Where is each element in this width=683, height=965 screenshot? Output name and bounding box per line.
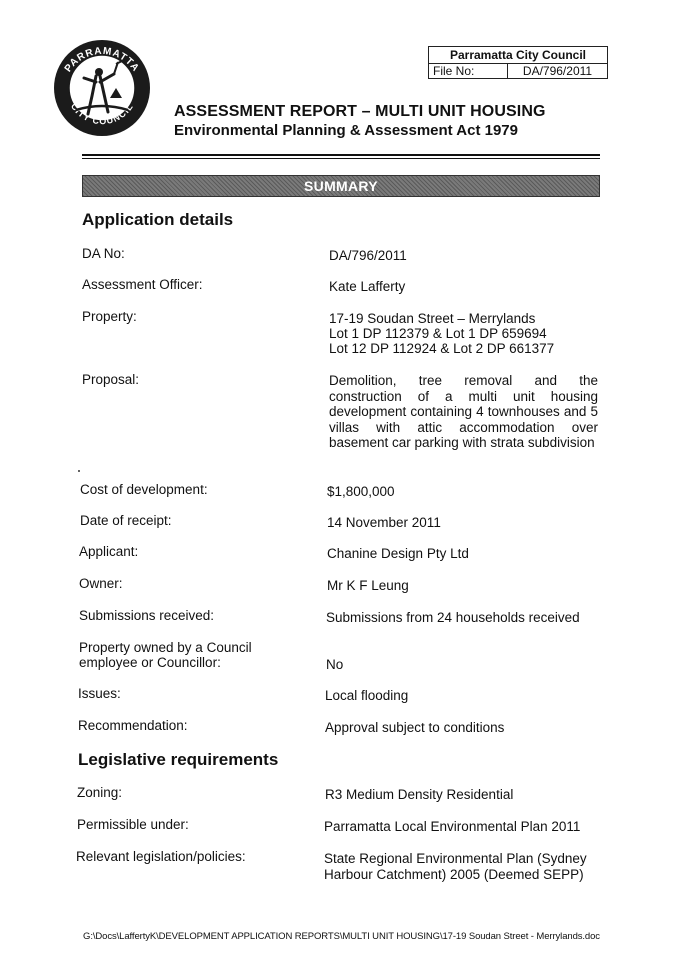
owner-value: Mr K F Leung <box>327 578 409 593</box>
cost-label: Cost of development: <box>80 482 208 497</box>
recommendation-value: Approval subject to conditions <box>325 720 505 735</box>
permissible-under-label: Permissible under: <box>77 817 189 832</box>
da-no-label: DA No: <box>82 246 125 261</box>
file-no-label: File No: <box>429 64 508 78</box>
summary-banner <box>82 175 600 197</box>
council-name: Parramatta City Council <box>429 47 607 64</box>
zoning-label: Zoning: <box>77 785 123 800</box>
assessment-officer-value: Kate Lafferty <box>329 279 406 294</box>
svg-text:CITY COUNCIL: CITY COUNCIL <box>68 101 136 127</box>
council-owned-value: No <box>326 657 344 672</box>
assessment-officer-label: Assessment Officer: <box>82 277 203 292</box>
da-no-value: DA/796/2011 <box>329 248 407 263</box>
issues-value: Local flooding <box>325 688 409 703</box>
relevant-legislation-value: State Regional Environmental Plan (Sydney Harbour Catchment) 2005 (Deemed SEPP) <box>324 851 587 882</box>
file-reference-box <box>428 46 608 79</box>
submissions-label: Submissions received: <box>79 608 215 623</box>
stray-mark <box>78 470 80 472</box>
date-of-receipt-label: Date of receipt: <box>80 513 172 528</box>
property-label: Property: <box>82 309 137 324</box>
relevant-legislation-label: Relevant legislation/policies: <box>76 849 246 864</box>
heading-divider <box>82 154 600 156</box>
proposal-label: Proposal: <box>82 372 140 387</box>
report-subtitle: Environmental Planning & Assessment Act 1979 <box>174 122 518 139</box>
recommendation-label: Recommendation: <box>78 718 188 733</box>
summary-label: SUMMARY <box>304 178 378 194</box>
issues-label: Issues: <box>78 686 121 701</box>
applicant-label: Applicant: <box>79 544 139 559</box>
council-owned-label: Property owned by a Council employee or Councillor: <box>79 640 252 670</box>
permissible-under-value: Parramatta Local Environmental Plan 2011 <box>324 819 581 834</box>
zoning-value: R3 Medium Density Residential <box>325 787 514 802</box>
legislative-requirements-heading: Legislative requirements <box>78 750 279 769</box>
file-no-value: DA/796/2011 <box>522 64 593 78</box>
cost-value: $1,800,000 <box>327 484 395 499</box>
svg-text:PARRAMATTA: PARRAMATTA <box>62 45 142 75</box>
application-details-heading: Application details <box>82 210 234 229</box>
property-value: 17-19 Soudan Street – Merrylands Lot 1 DP 112379 & Lot 1 DP 659694 Lot 12 DP 112924 & Lot 2 DP 661377 <box>329 311 555 356</box>
date-of-receipt-value: 14 November 2011 <box>327 515 441 530</box>
owner-label: Owner: <box>79 576 123 591</box>
document-file-path: G:\Docs\LaffertyK\DEVELOPMENT APPLICATION REPORTS\MULTI UNIT HOUSING\17-19 Soudan Street - Merrylands.doc <box>83 931 600 942</box>
applicant-value: Chanine Design Pty Ltd <box>327 546 469 561</box>
council-seal-logo <box>52 38 152 138</box>
proposal-value: Demolition, tree removal and the construction of a multi unit housing development containing 4 townhouses and 5 villas with attic accommodation over basement car parking with strata subdivision <box>329 373 598 451</box>
heading-divider-thin <box>82 158 600 159</box>
report-title: ASSESSMENT REPORT – MULTI UNIT HOUSING <box>174 103 546 120</box>
report-heading <box>174 103 546 139</box>
submissions-value: Submissions from 24 households received <box>326 610 580 625</box>
